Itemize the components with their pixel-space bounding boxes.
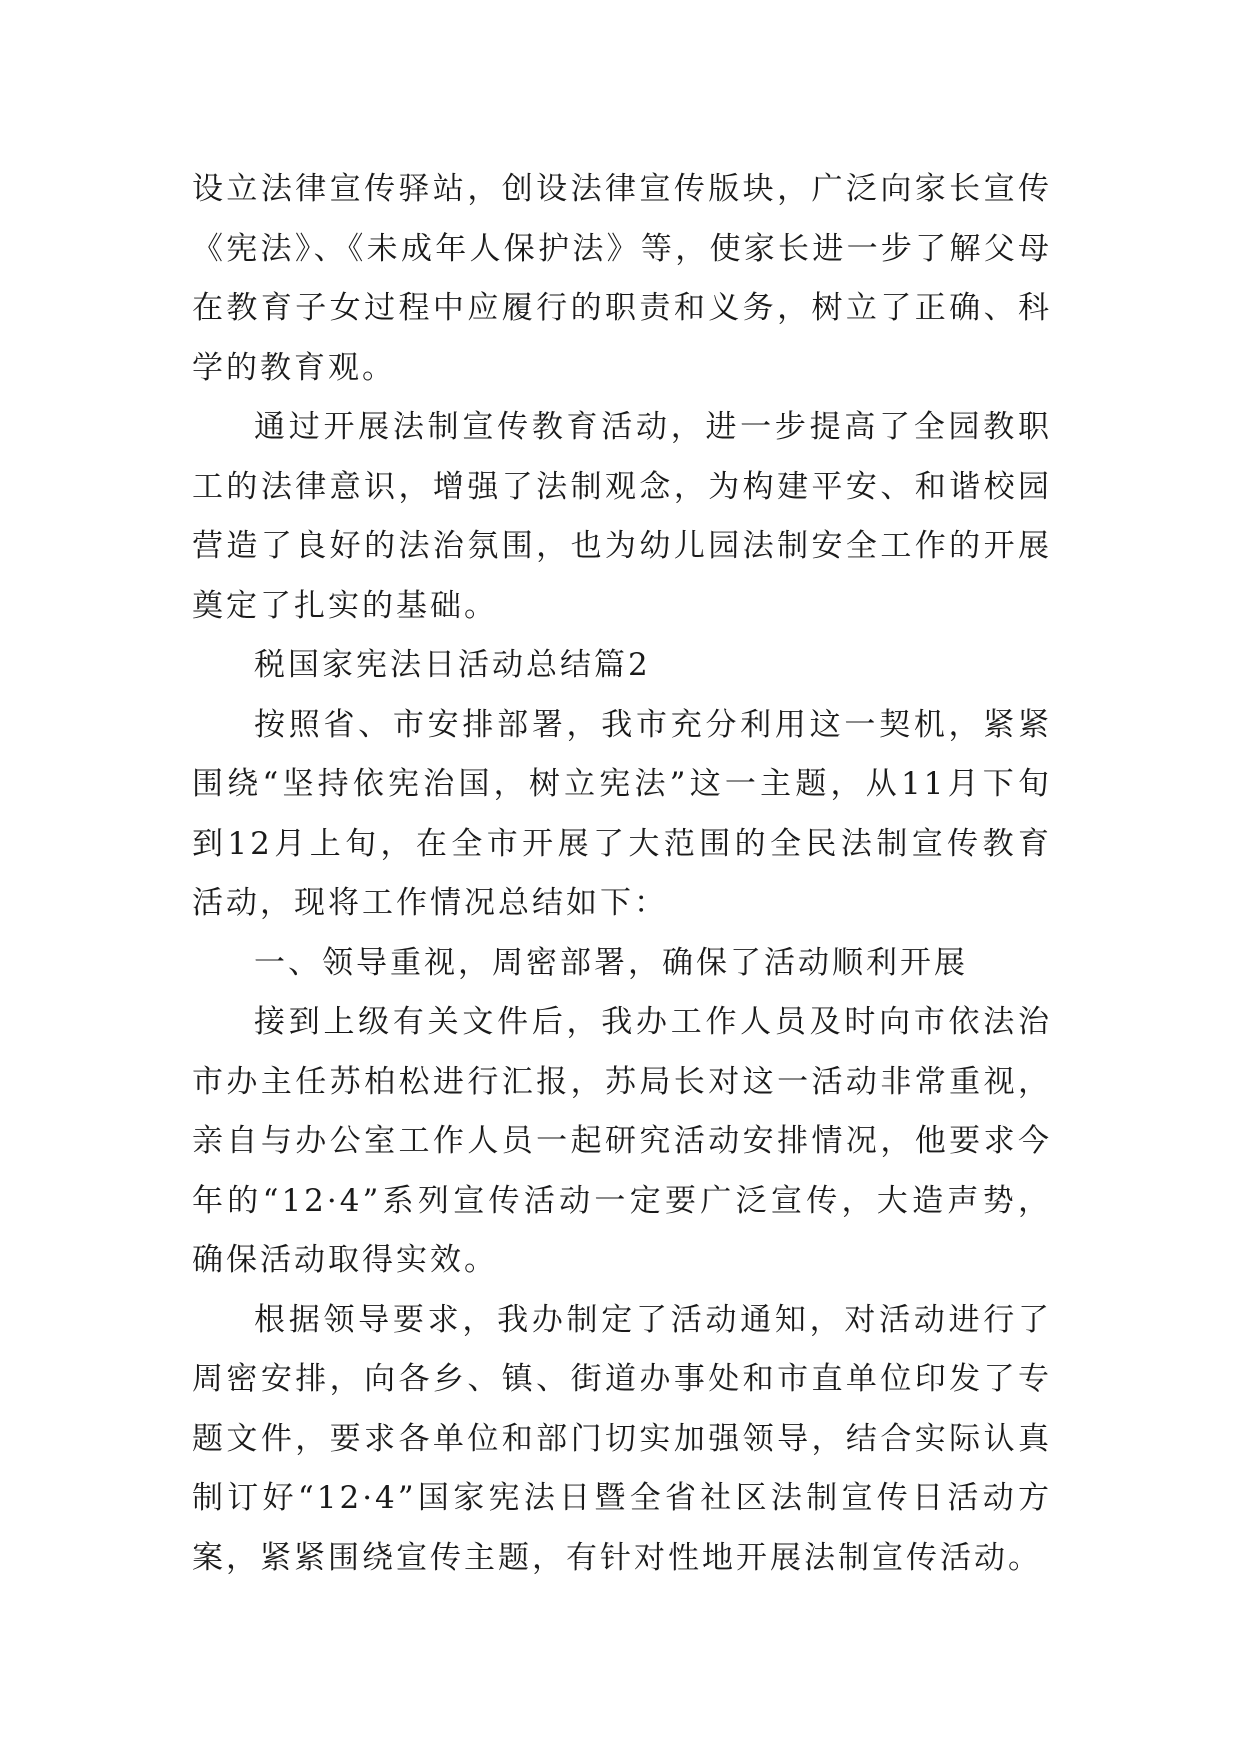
section-title: 税国家宪法日活动总结篇2 <box>254 647 651 683</box>
paragraph-report: 接到上级有关文件后，我办工作人员及时向市依法治市办主任苏柏松进行汇报，苏局长对这一活动非常重视，亲自与办公室工作人员一起研究活动安排情况，他要求今年的“12·4”系列宣传活动一定要广泛宣传，大造声势，确保活动取得实效。 <box>192 1004 1052 1278</box>
document-body <box>192 160 1052 1588</box>
paragraph-continued: 设立法律宣传驿站，创设法律宣传版块，广泛向家长宣传《宪法》、《未成年人保护法》等，使家长进一步了解父母在教育子女过程中应履行的职责和义务，树立了正确、科学的教育观。 <box>192 171 1052 386</box>
paragraph-summary: 通过开展法制宣传教育活动，进一步提高了全园教职工的法律意识，增强了法制观念，为构建平安、和谐校园营造了良好的法治氛围，也为幼儿园法制安全工作的开展奠定了扎实的基础。 <box>192 409 1052 624</box>
heading-one: 一、领导重视，周密部署，确保了活动顺利开展 <box>254 944 968 981</box>
paragraph-plan: 根据领导要求，我办制定了活动通知，对活动进行了周密安排，向各乡、镇、街道办事处和市直单位印发了专题文件，要求各单位和部门切实加强领导，结合实际认真制订好“12·4”国家宪法日暨全省社区法制宣传日活动方案，紧紧围绕宣传主题，有针对性地开展法制宣传活动。 <box>192 1301 1052 1576</box>
paragraph-intro: 按照省、市安排部署，我市充分利用这一契机，紧紧围绕“坚持依宪治国，树立宪法”这一主题，从11月下旬到12月上旬，在全市开展了大范围的全民法制宣传教育活动，现将工作情况总结如下： <box>192 706 1052 921</box>
